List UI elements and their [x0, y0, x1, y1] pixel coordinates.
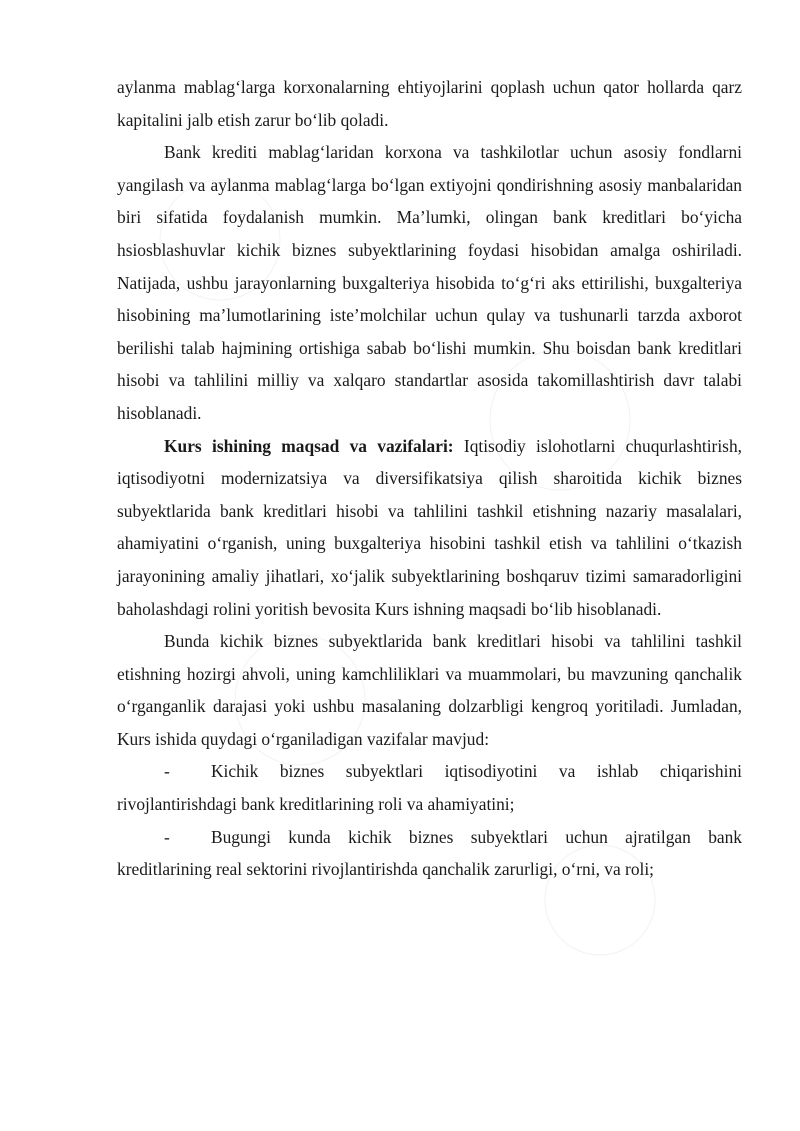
list-item	[117, 821, 742, 886]
paragraph-course-goals	[117, 430, 742, 626]
list-item	[117, 755, 742, 820]
paragraph-bank-credit: Bank krediti mablag‘laridan korxona va tashkilotlar uchun asosiy fondlarni yangilash va aylanma mablag‘larga bo‘lgan extiyojni qondirishning asosiy manbalaridan biri sifatida foydalanish mumkin. Ma’lumki, olingan bank kreditlari bo‘yicha hsiosblashuvlar kichik biznes subyektlarining foydasi hisobidan amalga oshiriladi. Natijada, ushbu jarayonlarning buxgalteriya hisobida to‘g‘ri aks ettirilishi, buxgalteriya hisobining ma’lumotlarining iste’molchilar uchun qulay va tushunarli tarzda axborot berilishi talab hajmining ortishiga sabab bo‘lishi mumkin. Shu boisdan bank kreditlari hisobi va tahlilini milliy va xalqaro standartlar asosida takomillashtirish davr talabi hisoblanadi.	[117, 142, 742, 423]
list-marker: -	[164, 826, 170, 847]
paragraph-continuation: aylanma mablag‘larga korxonalarning ehtiyojlarini qoplash uchun qator hollarda qarz kapitalini jalb etish zarur bo‘lib qoladi.	[117, 77, 742, 130]
list-item-text: Bugungi kunda kichik biznes subyektlari uchun ajratilgan bank kreditlarining real sektorini rivojlantirishda qanchalik zarurligi, o‘rni, va roli;	[117, 826, 742, 880]
course-goals-heading: Kurs ishining maqsad va vazifalari:	[164, 435, 454, 456]
course-goals-text: Iqtisodiy islohotlarni chuqurlashtirish, iqtisodiyotni modernizatsiya va diversifikatsiya qilish sharoitida kichik biznes subyektlarida bank kreditlari hisobi va tahlilini tashkil etishning nazariy masalalari, ahamiyatini o‘rganish, uning buxgalteriya hisobini tashkil etish va tahlilini o‘tkazish jarayonining amaliy jihatlari, xo‘jalik subyektlarining boshqaruv tizimi samaradorligini baholashdagi rolini yoritish bevosita Kurs ishning maqsadi bo‘lib hisoblanadi.	[117, 435, 742, 619]
list-marker: -	[164, 761, 170, 782]
document-body	[117, 71, 742, 886]
list-item-text: Kichik biznes subyektlari iqtisodiyotini va ishlab chiqarishini rivojlantirishdagi bank kreditlarining roli va ahamiyatini;	[117, 761, 742, 815]
paragraph-tasks-intro: Bunda kichik biznes subyektlarida bank kreditlari hisobi va tahlilini tashkil etishning hozirgi ahvoli, uning kamchliliklari va muammolari, bu mavzuning qanchalik o‘rganganlik darajasi yoki ushbu masalaning dolzarbligi kengroq yoritiladi. Jumladan, Kurs ishida quydagi o‘rganiladigan vazifalar mavjud:	[117, 631, 742, 749]
